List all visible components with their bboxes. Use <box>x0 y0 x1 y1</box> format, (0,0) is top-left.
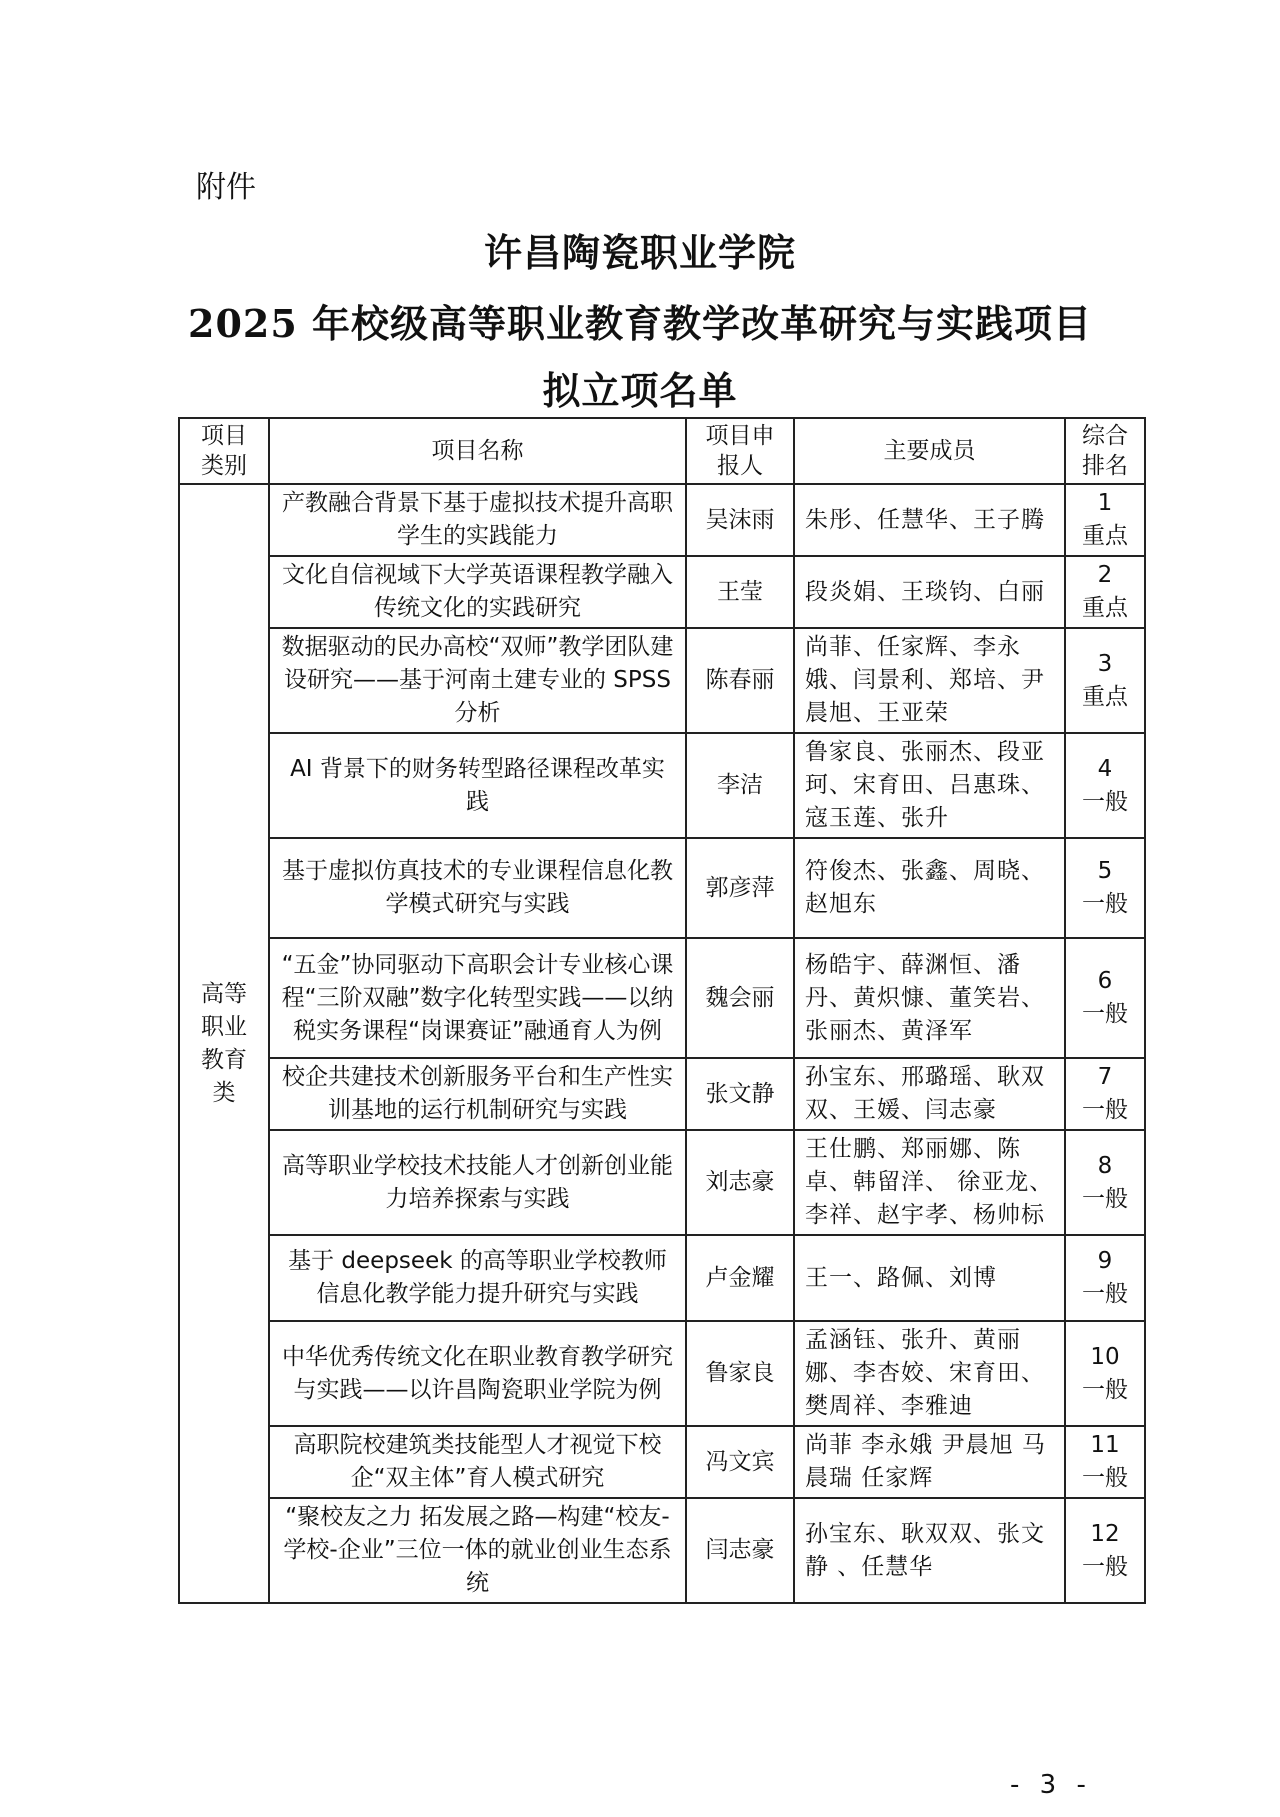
rank-cell <box>1065 1235 1145 1321</box>
rank-number: 7 <box>1097 1064 1113 1090</box>
rank-number: 2 <box>1097 562 1113 588</box>
table-row <box>179 1426 1145 1498</box>
rank-number: 3 <box>1097 650 1113 677</box>
rank-level: 重点 <box>1082 523 1128 549</box>
project-applicant: 吴沫雨 <box>686 484 794 556</box>
rank-number: 6 <box>1097 968 1113 994</box>
project-name: 基于 deepseek 的高等职业学校教师信息化教学能力提升研究与实践 <box>269 1235 686 1321</box>
rank-number: 11 <box>1090 1432 1120 1458</box>
rank-level: 一般 <box>1082 891 1128 917</box>
table-row <box>179 628 1145 733</box>
rank-level: 一般 <box>1082 1465 1128 1491</box>
rank-level: 一般 <box>1082 1001 1128 1027</box>
rank-cell <box>1065 1130 1145 1235</box>
header-members: 主要成员 <box>794 418 1065 484</box>
header-name: 项目名称 <box>269 418 686 484</box>
rank-level: 重点 <box>1082 683 1128 710</box>
project-members: 鲁家良、张丽杰、段亚珂、宋育田、吕惠珠、寇玉莲、张升 <box>794 733 1065 838</box>
table-row <box>179 484 1145 556</box>
table-row <box>179 1235 1145 1321</box>
category-cell: 高等职业教育类 <box>179 484 269 1603</box>
table-row <box>179 1498 1145 1603</box>
project-members: 孙宝东、耿双双、张文静 、任慧华 <box>794 1498 1065 1603</box>
project-name: 高职院校建筑类技能型人才视觉下校企“双主体”育人模式研究 <box>269 1426 686 1498</box>
project-members: 朱彤、任慧华、王子腾 <box>794 484 1065 556</box>
rank-cell <box>1065 733 1145 838</box>
rank-number: 9 <box>1097 1248 1113 1274</box>
project-name: 产教融合背景下基于虚拟技术提升高职学生的实践能力 <box>269 484 686 556</box>
rank-cell <box>1065 1321 1145 1426</box>
rank-cell <box>1065 484 1145 556</box>
project-applicant: 鲁家良 <box>686 1321 794 1426</box>
header-category: 项目类别 <box>179 418 269 484</box>
project-name: 中华优秀传统文化在职业教育教学研究与实践——以许昌陶瓷职业学院为例 <box>269 1321 686 1426</box>
project-members: 杨皓宇、薛渊恒、潘丹、黄炽慷、董笑岩、张丽杰、黄泽军 <box>794 938 1065 1058</box>
project-members: 尚菲 李永娥 尹晨旭 马晨瑞 任家辉 <box>794 1426 1065 1498</box>
table-row <box>179 1321 1145 1426</box>
header-rank: 综合排名 <box>1065 418 1145 484</box>
table-row <box>179 1058 1145 1130</box>
rank-cell <box>1065 938 1145 1058</box>
project-applicant: 刘志豪 <box>686 1130 794 1235</box>
table-row <box>179 556 1145 628</box>
project-applicant: 郭彦萍 <box>686 838 794 938</box>
project-applicant: 魏会丽 <box>686 938 794 1058</box>
header-applicant: 项目申报人 <box>686 418 794 484</box>
rank-level: 一般 <box>1082 1185 1128 1212</box>
rank-cell <box>1065 838 1145 938</box>
table-row <box>179 1130 1145 1235</box>
table-row <box>179 938 1145 1058</box>
rank-cell <box>1065 1426 1145 1498</box>
rank-level: 一般 <box>1082 1376 1128 1403</box>
project-members: 段炎娟、王琰钧、白丽 <box>794 556 1065 628</box>
project-name: 校企共建技术创新服务平台和生产性实训基地的运行机制研究与实践 <box>269 1058 686 1130</box>
rank-number: 8 <box>1097 1152 1113 1179</box>
rank-cell <box>1065 1058 1145 1130</box>
rank-cell <box>1065 556 1145 628</box>
table-body <box>179 484 1145 1603</box>
table-row <box>179 733 1145 838</box>
document-subtitle-2: 拟立项名单 <box>542 368 738 413</box>
rank-cell <box>1065 628 1145 733</box>
project-members: 尚菲、任家辉、李永娥、闫景利、郑培、尹晨旭、王亚荣 <box>794 628 1065 733</box>
project-members: 孙宝东、邢璐瑶、耿双双、王媛、闫志豪 <box>794 1058 1065 1130</box>
rank-number: 10 <box>1090 1343 1120 1370</box>
rank-level: 一般 <box>1082 1553 1128 1580</box>
project-name: AI 背景下的财务转型路径课程改革实践 <box>269 733 686 838</box>
rank-cell <box>1065 1498 1145 1603</box>
page-number: - 3 - <box>1010 1770 1092 1800</box>
rank-number: 1 <box>1097 490 1113 516</box>
rank-level: 一般 <box>1082 788 1128 815</box>
rank-number: 5 <box>1097 858 1113 884</box>
document-subtitle: 2025 年校级高等职业教育教学改革研究与实践项目 <box>188 301 1092 346</box>
project-applicant: 闫志豪 <box>686 1498 794 1603</box>
project-name: “五金”协同驱动下高职会计专业核心课程“三阶双融”数字化转型实践——以纳税实务课程“岗课赛证”融通育人为例 <box>269 938 686 1058</box>
project-members: 王一、路佩、刘博 <box>794 1235 1065 1321</box>
table-row <box>179 838 1145 938</box>
project-members: 孟涵钰、张升、黄丽娜、李杏姣、宋育田、樊周祥、李雅迪 <box>794 1321 1065 1426</box>
project-applicant: 张文静 <box>686 1058 794 1130</box>
project-applicant: 卢金耀 <box>686 1235 794 1321</box>
project-name: 文化自信视域下大学英语课程教学融入传统文化的实践研究 <box>269 556 686 628</box>
project-name: 高等职业学校技术技能人才创新创业能力培养探索与实践 <box>269 1130 686 1235</box>
project-name: 数据驱动的民办高校“双师”教学团队建设研究——基于河南土建专业的 SPSS 分析 <box>269 628 686 733</box>
document-title: 许昌陶瓷职业学院 <box>483 230 796 275</box>
project-name: “聚校友之力 拓发展之路—构建“校友-学校-企业”三位一体的就业创业生态系统 <box>269 1498 686 1603</box>
table-header-row <box>179 418 1145 484</box>
project-members: 王仕鹏、郑丽娜、陈卓、韩留洋、 徐亚龙、李祥、赵宇孝、杨帅标 <box>794 1130 1065 1235</box>
project-applicant: 王莹 <box>686 556 794 628</box>
project-applicant: 李洁 <box>686 733 794 838</box>
project-members: 符俊杰、张鑫、周晓、赵旭东 <box>794 838 1065 938</box>
rank-level: 重点 <box>1082 595 1128 621</box>
attachment-label: 附件 <box>196 170 256 205</box>
rank-level: 一般 <box>1082 1281 1128 1307</box>
rank-number: 12 <box>1090 1520 1120 1547</box>
project-name: 基于虚拟仿真技术的专业课程信息化教学模式研究与实践 <box>269 838 686 938</box>
project-applicant: 冯文宾 <box>686 1426 794 1498</box>
project-list-table <box>178 417 1146 1604</box>
project-applicant: 陈春丽 <box>686 628 794 733</box>
rank-level: 一般 <box>1082 1097 1128 1123</box>
rank-number: 4 <box>1097 755 1113 782</box>
